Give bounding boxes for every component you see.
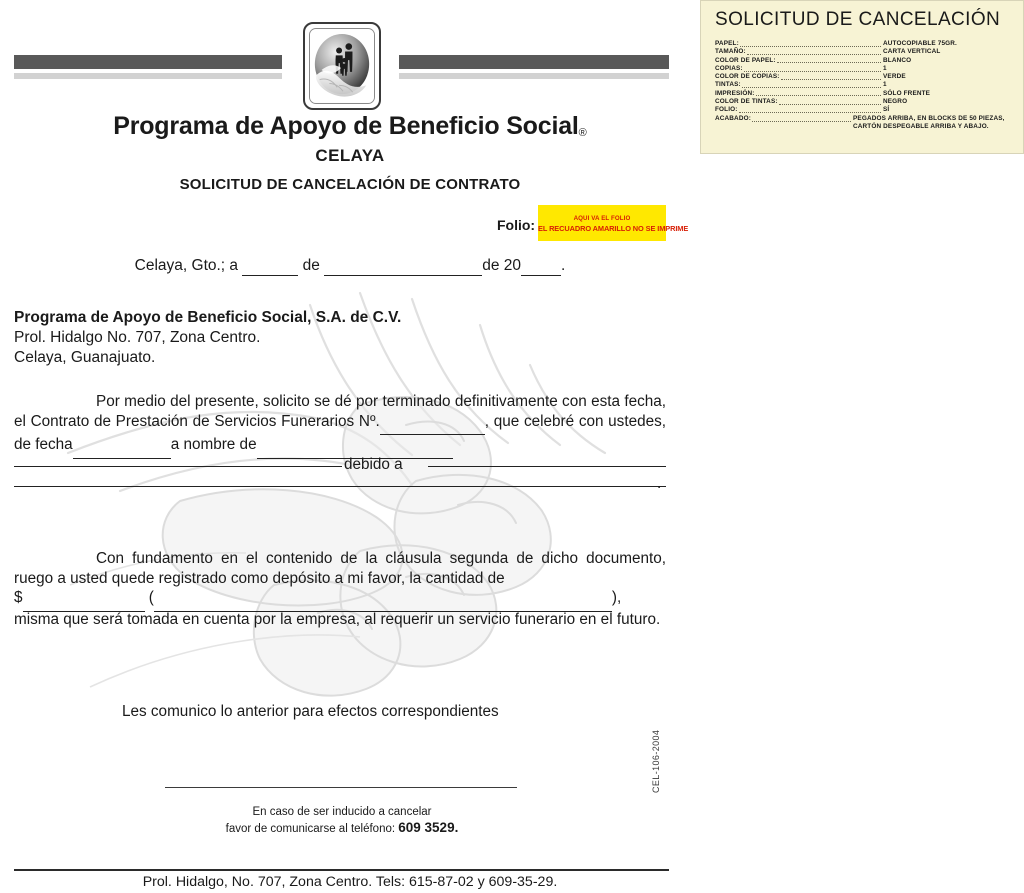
spec-dot-leader bbox=[752, 120, 851, 122]
folio-note-line-1: AQUI VA EL FOLIO bbox=[573, 215, 631, 222]
header-band bbox=[0, 22, 700, 122]
spec-key: TAMAÑO: bbox=[715, 48, 746, 56]
spec-panel-title: SOLICITUD DE CANCELACIÓN bbox=[715, 9, 1001, 30]
spec-key: TINTAS: bbox=[715, 81, 741, 89]
spec-value: SÓLO FRENTE bbox=[883, 89, 931, 97]
footer-address: Prol. Hidalgo, No. 707, Zona Centro. Tels: 615-87-02 y 609-35-29. bbox=[142, 874, 558, 890]
contract-date-blank[interactable] bbox=[73, 438, 171, 459]
contact-phone: 609 3529. bbox=[398, 820, 459, 835]
spec-key: COLOR DE PAPEL: bbox=[715, 56, 776, 64]
para1-period bbox=[657, 474, 671, 494]
para1-rule-left[interactable] bbox=[14, 466, 342, 467]
date-year-blank[interactable] bbox=[521, 257, 561, 276]
spec-key: ACABADO: bbox=[715, 114, 751, 122]
induced-note bbox=[122, 805, 562, 837]
para1-segment-3: a nombre de bbox=[170, 436, 257, 453]
para1-rule-full[interactable] bbox=[14, 486, 666, 487]
spec-value: SÍ bbox=[883, 106, 890, 114]
spec-value: CARTA VERTICAL bbox=[883, 48, 941, 56]
spec-panel bbox=[700, 0, 1024, 154]
folio-row bbox=[0, 205, 700, 241]
close-paren: ), bbox=[611, 589, 622, 606]
header-bar-light bbox=[14, 73, 282, 79]
logo-inner-frame bbox=[309, 28, 375, 104]
paragraph-termination bbox=[14, 392, 666, 459]
amount-words-blank[interactable] bbox=[154, 591, 612, 612]
folio-note-line-2: EL RECUADRO AMARILLO NO SE IMPRIME bbox=[538, 224, 689, 233]
spec-key: IMPRESIÓN: bbox=[715, 89, 755, 97]
addressee-street: Prol. Hidalgo No. 707, Zona Centro. bbox=[14, 329, 261, 346]
document-title: SOLICITUD DE CANCELACIÓN DE CONTRATO bbox=[179, 176, 521, 193]
city-subtitle: CELAYA bbox=[315, 146, 385, 165]
spec-row bbox=[715, 115, 1023, 132]
header-bar-light bbox=[399, 73, 669, 79]
para2-segment-2: misma que será tomada en cuenta por la empresa, al requerir un servicio funerario en el futuro. bbox=[14, 611, 661, 628]
para1-segment-2: , que celebré con ustedes, de fecha bbox=[14, 412, 667, 453]
para1-segment-4: debido a bbox=[344, 456, 403, 473]
date-suffix: . bbox=[561, 257, 566, 274]
spec-key: PAPEL: bbox=[715, 40, 739, 47]
registered-mark-icon: ® bbox=[578, 127, 587, 139]
spec-row bbox=[715, 106, 1023, 114]
addressee-name: Programa de Apoyo de Beneficio Social, S.A. de C.V. bbox=[14, 309, 402, 326]
spec-dot-leader bbox=[756, 94, 882, 96]
spec-row bbox=[715, 57, 1023, 65]
spec-value: 1 bbox=[883, 81, 887, 89]
para1-reason-label bbox=[344, 455, 434, 475]
spec-key: COPIAS: bbox=[715, 64, 743, 72]
contract-number-blank[interactable] bbox=[380, 415, 485, 436]
para1-segment-1: Por medio del presente, solicito se dé por terminado definitivamente con esta fecha, el Contrato de Prestación de Servicios Funerarios Nº. bbox=[14, 393, 666, 430]
spec-value: NEGRO bbox=[883, 98, 908, 106]
header-bar-dark bbox=[14, 55, 282, 69]
addressee-city: Celaya, Guanajuato. bbox=[14, 349, 156, 366]
spec-value: PEGADOS ARRIBA, EN BLOCKS DE 50 PIEZAS, CARTÓN DESPEGABLE ARRIBA Y ABAJO. bbox=[853, 114, 1005, 130]
spec-dot-leader bbox=[740, 45, 881, 47]
closing-line: Les comunico lo anterior para efectos correspondientes bbox=[122, 703, 499, 720]
spec-row bbox=[715, 40, 1023, 48]
para2-tail bbox=[14, 610, 666, 630]
spec-dot-leader bbox=[744, 70, 881, 72]
date-line bbox=[0, 257, 700, 276]
folio-input-box[interactable] bbox=[538, 205, 689, 241]
spec-row bbox=[715, 90, 1023, 98]
induced-note-line-2-wrap bbox=[122, 820, 562, 837]
induced-note-line-2: favor de comunicarse al teléfono: bbox=[225, 823, 396, 835]
spec-dot-leader bbox=[781, 78, 881, 80]
spec-dot-leader bbox=[779, 103, 881, 105]
spec-value: AUTOCOPIABLE 75GR. bbox=[883, 40, 957, 47]
spec-dot-leader bbox=[742, 86, 881, 88]
spec-dot-leader bbox=[747, 53, 881, 55]
spec-value: BLANCO bbox=[883, 56, 912, 64]
header-bar-right bbox=[399, 55, 669, 79]
document-code: CEL-106-2004 bbox=[651, 729, 661, 793]
date-prefix: Celaya, Gto.; a bbox=[134, 257, 239, 274]
spec-key: FOLIO: bbox=[715, 106, 738, 114]
date-month-blank[interactable] bbox=[324, 257, 482, 276]
folio-label: Folio: bbox=[497, 217, 536, 233]
spec-row bbox=[715, 73, 1023, 81]
date-day-blank[interactable] bbox=[242, 257, 298, 276]
para1-reason-blank[interactable] bbox=[428, 466, 666, 467]
para1-segment-5: . bbox=[657, 475, 662, 492]
para2-amount-row bbox=[14, 588, 666, 612]
company-logo bbox=[303, 22, 381, 110]
date-mid-2: de 20 bbox=[482, 257, 522, 274]
footer-rule bbox=[14, 869, 669, 871]
open-paren: ( bbox=[148, 589, 154, 606]
spec-value: 1 bbox=[883, 64, 887, 72]
amount-blank[interactable] bbox=[23, 591, 145, 612]
spec-row bbox=[715, 65, 1023, 73]
spec-table bbox=[715, 40, 1023, 131]
header-bar-dark bbox=[399, 55, 669, 69]
spec-value: VERDE bbox=[883, 73, 906, 81]
spec-dot-leader bbox=[777, 61, 881, 63]
spec-row bbox=[715, 98, 1023, 106]
paragraph-deposit bbox=[14, 549, 666, 588]
date-mid-1: de bbox=[302, 257, 320, 274]
spec-dot-leader bbox=[739, 111, 881, 113]
org-title-text: Programa de Apoyo de Beneficio Social bbox=[113, 112, 579, 140]
spec-key: COLOR DE COPIAS: bbox=[715, 73, 780, 81]
addressee-block bbox=[14, 308, 401, 368]
induced-note-line-1: En caso de ser inducido a cancelar bbox=[252, 806, 432, 818]
signature-line[interactable] bbox=[165, 787, 517, 788]
header-bar-left bbox=[14, 55, 282, 79]
page-title bbox=[0, 112, 700, 141]
para2-segment-1: Con fundamento en el contenido de la cláusula segunda de dicho documento, ruego a usted quede registrado como depósito a mi favor, la cantidad de bbox=[14, 550, 666, 587]
currency-symbol: $ bbox=[14, 589, 23, 606]
spec-key: COLOR DE TINTAS: bbox=[715, 98, 778, 106]
family-in-hand-icon bbox=[310, 29, 374, 103]
spec-row bbox=[715, 81, 1023, 89]
spec-row bbox=[715, 48, 1023, 56]
